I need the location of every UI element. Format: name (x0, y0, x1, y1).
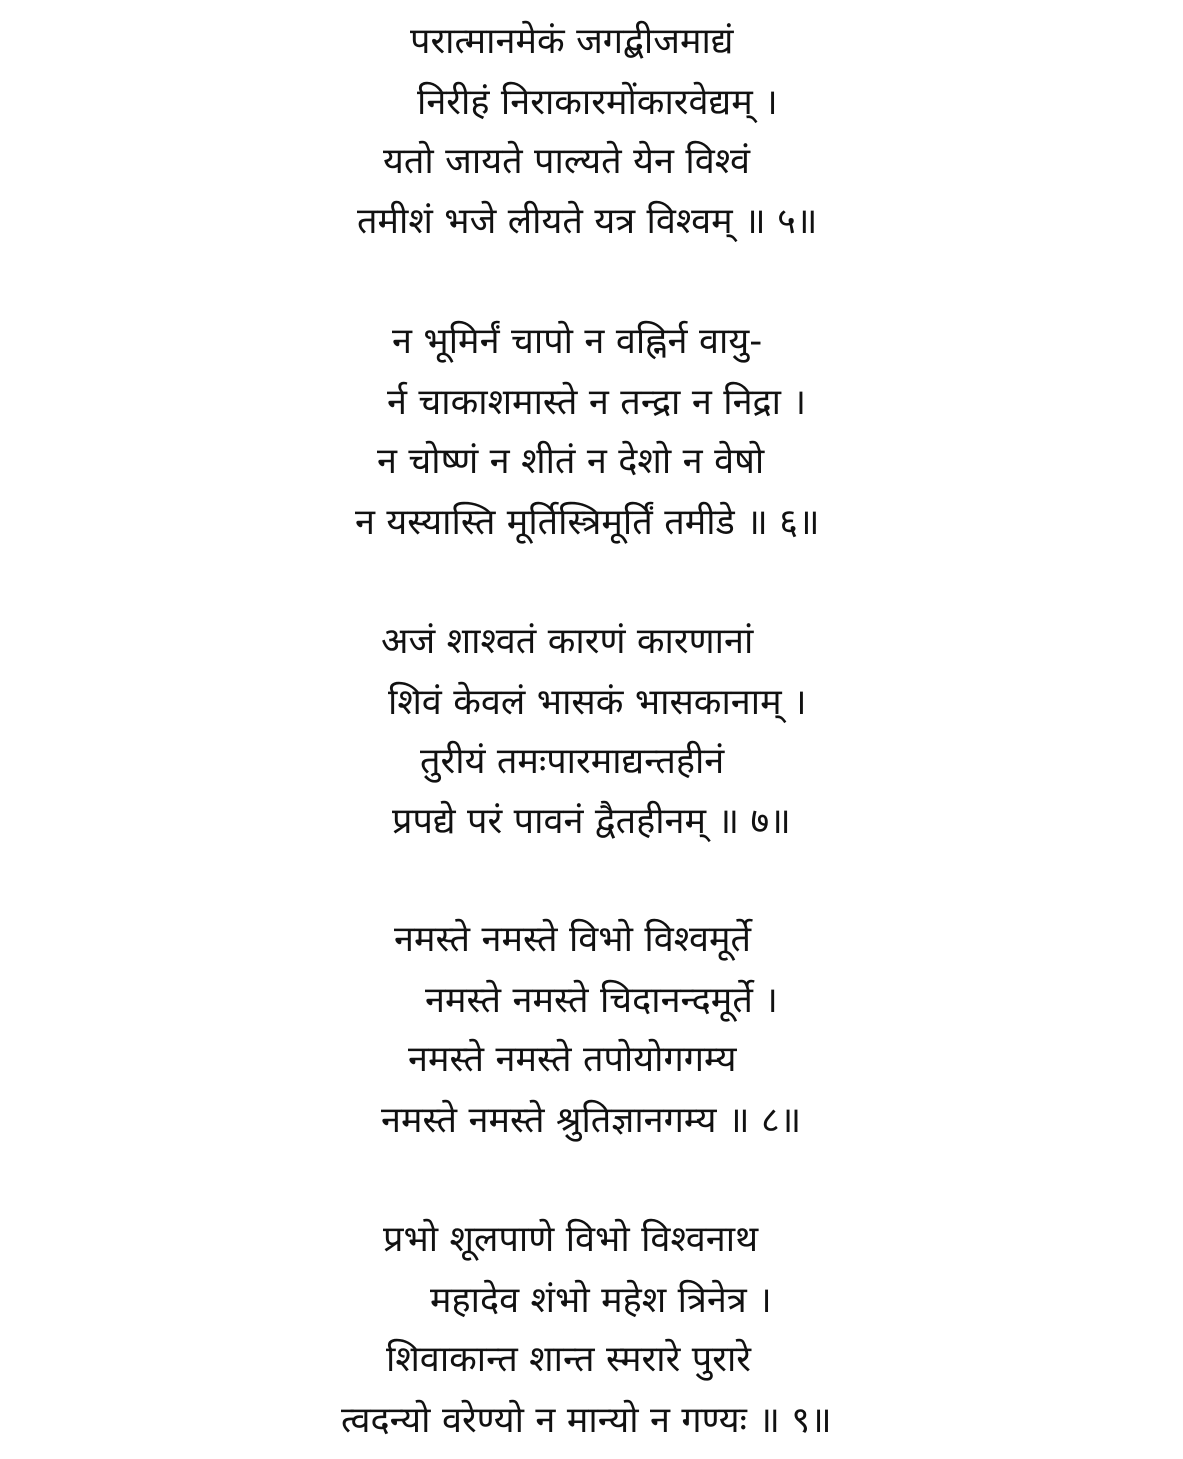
verse-7-line-3: तुरीयं तमःपारमाद्यन्तहीनं (420, 741, 725, 782)
verse-6-line-2: र्न चाकाशमास्ते न तन्द्रा न निद्रा । (387, 382, 807, 423)
verse-8-line-3: नमस्ते नमस्ते तपोयोगगम्य (408, 1039, 737, 1080)
verse-7-line-4: प्रपद्ये परं पावनं द्वैतहीनम् ॥ ७॥ (392, 801, 791, 842)
verse-8-line-4: नमस्ते नमस्ते श्रुतिज्ञानगम्य ॥ ८॥ (381, 1100, 802, 1141)
verse-9-line-2: महादेव शंभो महेश त्रिनेत्र । (430, 1280, 772, 1321)
verse-7-line-1: अजं शाश्वतं कारणं कारणानां (381, 621, 754, 662)
verse-5-line-1: परात्मानमेकं जगद्बीजमाद्यं (410, 21, 734, 62)
verse-6-line-1: न भूमिर्नं चापो न वह्निर्न वायु- (392, 321, 763, 362)
verse-5-line-2: निरीहं निराकारमोंकारवेद्यम् । (417, 82, 778, 123)
verse-5-line-3: यतो जायते पाल्यते येन विश्वं (383, 141, 751, 182)
verse-6-line-3: न चोष्णं न शीतं न देशो न वेषो (377, 441, 765, 482)
verse-9-line-1: प्रभो शूलपाणे विभो विश्वनाथ (383, 1219, 759, 1260)
verse-7-line-2: शिवं केवलं भासकं भासकानाम् । (388, 682, 807, 723)
verse-9-line-4: त्वदन्यो वरेण्यो न मान्यो न गण्यः ॥ ९॥ (341, 1400, 832, 1441)
verse-8-line-2: नमस्ते नमस्ते चिदानन्दमूर्ते । (425, 980, 778, 1021)
verse-8-line-1: नमस्ते नमस्ते विभो विश्वमूर्ते (394, 919, 752, 960)
verse-6-line-4: न यस्यास्ति मूर्तिस्त्रिमूर्तिं तमीडे ॥ ६॥ (355, 502, 820, 543)
verse-5-line-4: तमीशं भजे लीयते यत्र विश्वम् ॥ ५॥ (357, 201, 818, 242)
verse-9-line-3: शिवाकान्त शान्त स्मरारे पुरारे (386, 1339, 751, 1380)
